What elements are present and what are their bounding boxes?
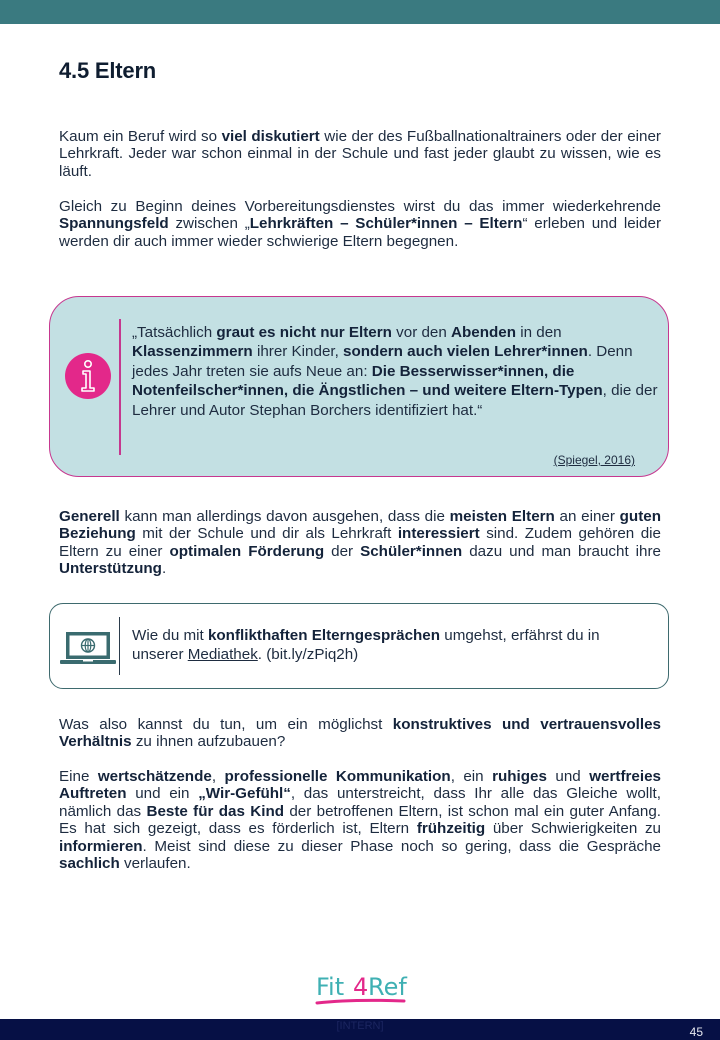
- svg-text:4: 4: [353, 973, 369, 1001]
- svg-text:Ref: Ref: [368, 973, 407, 1001]
- footer-bar: [0, 1019, 720, 1040]
- info-divider: [119, 319, 121, 455]
- mediathek-link[interactable]: Mediathek: [187, 646, 258, 664]
- page-title: 4.5 Eltern: [59, 58, 157, 83]
- quote-text: „Tatsächlich graut es nicht nur Eltern vor den Abenden in den Klassenzimmern ihrer Kinder, sondern auch vielen Lehrer*innen. Denn jedes Jahr treten sie aufs Neue an: Die Besserwisser*innen, die Notenfeilscher*innen, die Ängstlichen – und weitere Eltern-Typen, die der Lehrer und Autor Stephan Borchers identifiziert hat.“: [132, 324, 658, 419]
- svg-text:Fit: Fit: [316, 973, 345, 1001]
- info-icon: [65, 353, 111, 399]
- classification-label: [INTERN]: [336, 1020, 384, 1032]
- paragraph-question: Was also kannst du tun, um ein möglichst konstruktives und vertrauensvolles Verhältnis zu ihnen aufzubauen?: [59, 716, 661, 751]
- quote-source-link[interactable]: (Spiegel, 2016): [553, 453, 635, 467]
- page-number: 45: [689, 1025, 703, 1039]
- header-bar: [0, 0, 720, 24]
- media-hint-box: [49, 603, 669, 689]
- fit4ref-logo: [313, 968, 409, 1008]
- paragraph-generell: Generell kann man allerdings davon ausgehen, dass die meisten Eltern an einer guten Beziehung mit der Schule und dir als Lehrkraft interessiert sind. Zudem gehören die Eltern zu einer optimalen Förderung der Schüler*innen dazu und man braucht ihre Unterstützung.: [59, 508, 662, 578]
- info-quote-box: [49, 296, 669, 477]
- media-hint-text: Wie du mit konflikthaften Elterngesprächen umgehst, erfährst du in unserer Mediathek. (bit.ly/zPiq2h): [132, 627, 600, 664]
- media-divider: [119, 617, 120, 675]
- paragraph-communication: Eine wertschätzende, professionelle Kommunikation, ein ruhiges und wertfreies Auftreten und ein „Wir-Gefühl“, das unterstreicht, dass Ihr alle das Gleiche wollt, nämlich das Beste für das Kind der betroffenen Eltern, ist schon mal ein guter Anfang. Es hat sich gezeigt, dass es förderlich ist, Eltern frühzeitig über Schwierigkeiten zu informieren. Meist sind diese zu dieser Phase noch so gering, dass die Gespräche sachlich verlaufen.: [59, 768, 661, 873]
- paragraph-intro: Kaum ein Beruf wird so viel diskutiert wie der des Fußballnationaltrainers oder der einer Lehrkraft. Jeder war schon einmal in der Schule und fast jeder glaubt zu wissen, wie es läuft.: [59, 128, 661, 180]
- laptop-globe-icon: [59, 630, 117, 666]
- paragraph-spannungsfeld: Gleich zu Beginn deines Vorbereitungsdienstes wirst du das immer wiederkehrende Spannungsfeld zwischen „Lehrkräften – Schüler*innen – Eltern“ erleben und leider werden dir auch immer wieder schwierige Eltern begegnen.: [59, 198, 661, 250]
